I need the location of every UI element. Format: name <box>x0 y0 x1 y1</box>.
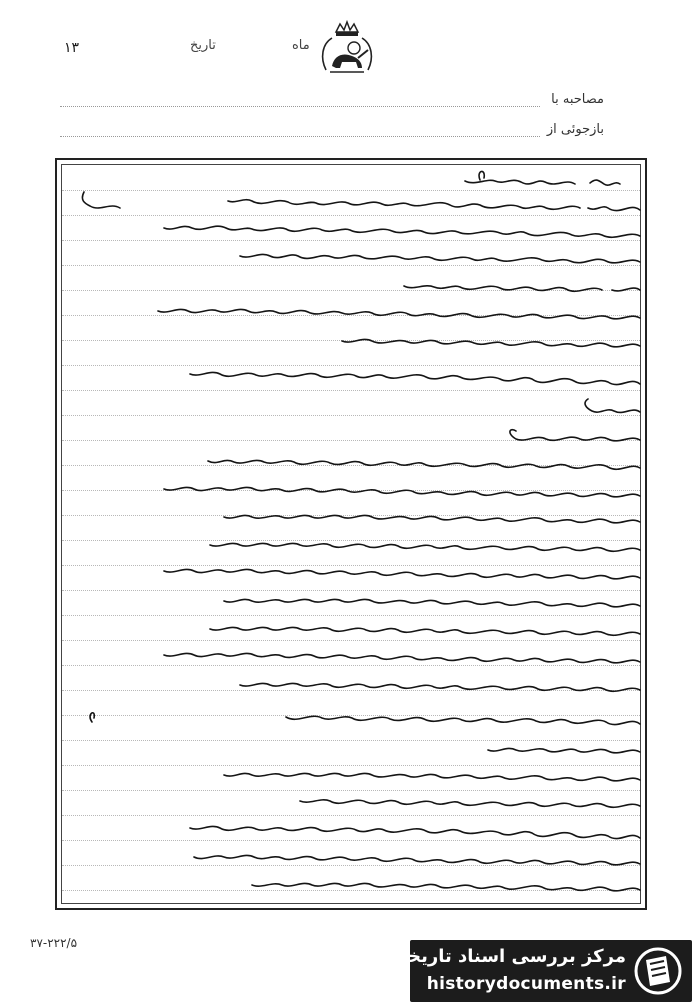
watermark-title: مرکز بررسی اسناد تاریخی <box>389 946 626 967</box>
date-label: تاریخ <box>190 38 216 53</box>
watermark-banner <box>389 940 692 1002</box>
document-center-logo-icon <box>632 946 684 996</box>
interrogation-of-label: بازجوئی از <box>546 122 604 137</box>
page-number: ۱۳ <box>64 40 80 56</box>
watermark-url: historydocuments.ir <box>426 974 626 994</box>
document-code: ۳۷-۲۲۲/۵ <box>30 936 78 950</box>
interview-with-label: مصاحبه با <box>551 92 604 107</box>
month-label: ماه <box>292 38 310 53</box>
